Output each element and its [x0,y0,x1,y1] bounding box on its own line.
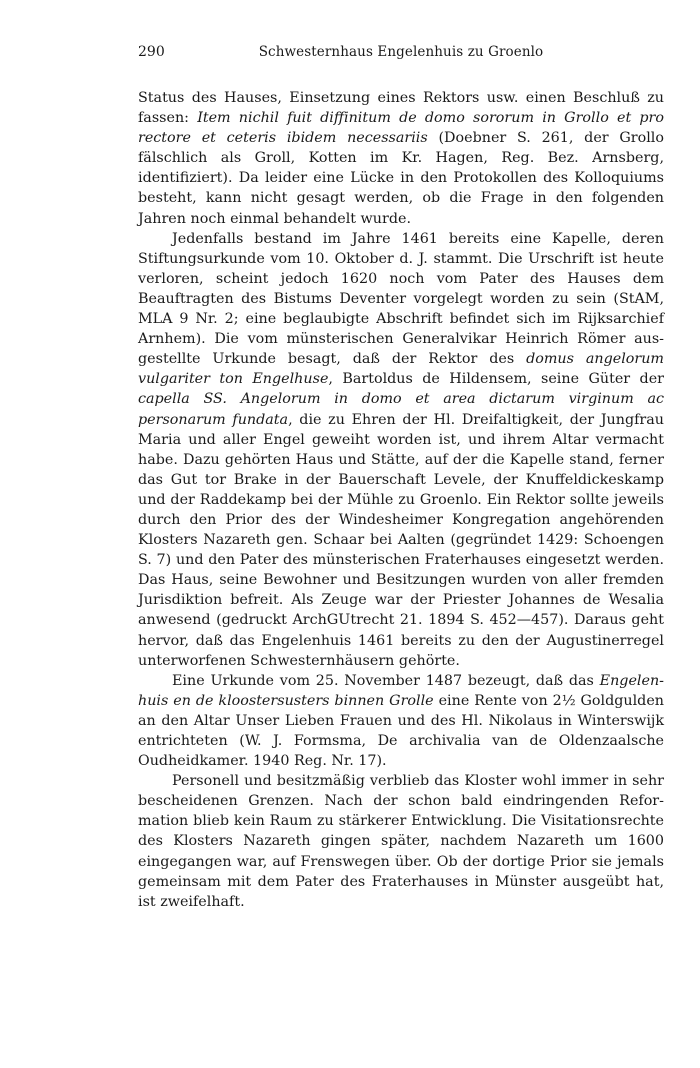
body-text [138,88,664,912]
page-number: 290 [138,44,165,60]
running-title: Schwesternhaus Engelenhuis zu Groenlo [258,44,544,60]
paragraph [138,88,664,229]
text-run: , die zu Ehren der Hl. Dreifaltigkeit, der Jungfrau Maria und aller Engel geweiht worden ist, und ihrem Altar vermacht habe. Dazu gehörten Haus und Stätte, auf der die Kapelle stand, ferner das Gut tor Brake in der Bauerschaft Levele, der Knuffeldickeskamp und der Raddekamp bei der Mühle zu Groenlo. Ein Rektor sollte jeweils durch den Prior des der Windesheimer Kongregation angehörenden Klosters Nazareth gen. Schaar bei Aalten (gegründet 1429: Schoengen S. 7) und den Pater des münsterischen Fraterhauses eingesetzt werden. Das Haus, seine Bewohner und Besitzungen wurden von aller fremden Jurisdiktion befreit. Als Zeuge war der Priester Johannes de Wesalia anwesend (gedruckt ArchGUtrecht 21. 1894 S. 452—457). Daraus geht hervor, daß das Engelenhuis 1461 bereits zu den der Augustinerregel unterworfenen Schwesternhäusern gehörte. [138,411,664,669]
paragraph [138,771,664,912]
text-run: Personell und besitzmäßig verblieb das Kloster wohl immer in sehr bescheidenen Grenzen. Nach der schon bald eindringenden Reformation blieb kein Raum zu stärkerer Entwicklung. Die Visitationsrechte des Klosters Nazareth gingen später, nachdem Nazareth um 1600 eingegangen war, auf Frenswegen über. Ob der dortige Prior sie jemals gemeinsam mit dem Pater des Fraterhauses in Münster ausgeübt hat, ist zweifelhaft. [138,773,664,910]
italic-citation: domus angelorum vulgariter ton Engelhuse [138,351,664,388]
text-run: (Doebner S. 261, der Grollo fälschlich als Groll, Kotten im Kr. Hagen, Reg. Bez. Arnsberg, identifiziert). Da leider eine Lücke in den Protokollen des Kolloquiums besteht, kann nicht gesagt werden, ob die Frage in den folgenden Jahren noch einmal behandelt wurde. [138,130,664,227]
paragraph [138,671,664,771]
text-run: Eine Urkunde vom 25. November 1487 bezeugt, daß das [172,672,600,689]
italic-citation: Item nichil fuit diffinitum de domo sororum in Grollo et pro rectore et ceteris ibidem necessariis [138,110,664,147]
text-run: , Bartoldus de Hildensem, seine Güter der [328,371,664,388]
text-run: eine Rente von 2½ Goldgulden an den Altar Unser Lieben Frauen und des Hl. Nikolaus in Winterswijk entrichteten (W. J. Formsma, De archivalia van de Oldenzaalsche Oudheidkamer. 1940 Reg. Nr. 17). [138,692,664,770]
running-head [138,44,664,66]
italic-citation: Engelenhuis en de kloostersusters binnen Grolle [138,672,664,709]
italic-citation: capella SS. Angelorum in domo et area dictarum virginum ac personarum fundata [138,391,664,428]
text-run: Status des Hauses, Einsetzung eines Rektors usw. einen Beschluß zu fassen: [138,90,664,127]
text-run: Jedenfalls bestand im Jahre 1461 bereits eine Kapelle, deren Stiftungsurkunde vom 10. Oktober d. J. stammt. Die Urschrift ist heute verloren, scheint jedoch 1620 noch vom Pater des Hauses dem Beauftragten des Bistums Deventer vorgelegt worden zu sein (StAM, MLA 9 Nr. 2; eine beglaubigte Abschrift befindet sich im Rijksarchief Arnhem). Die vom münsterischen Generalvikar Heinrich Römer ausgestellte Urkunde besagt, daß der Rektor des [138,230,664,368]
paragraph [138,229,664,671]
